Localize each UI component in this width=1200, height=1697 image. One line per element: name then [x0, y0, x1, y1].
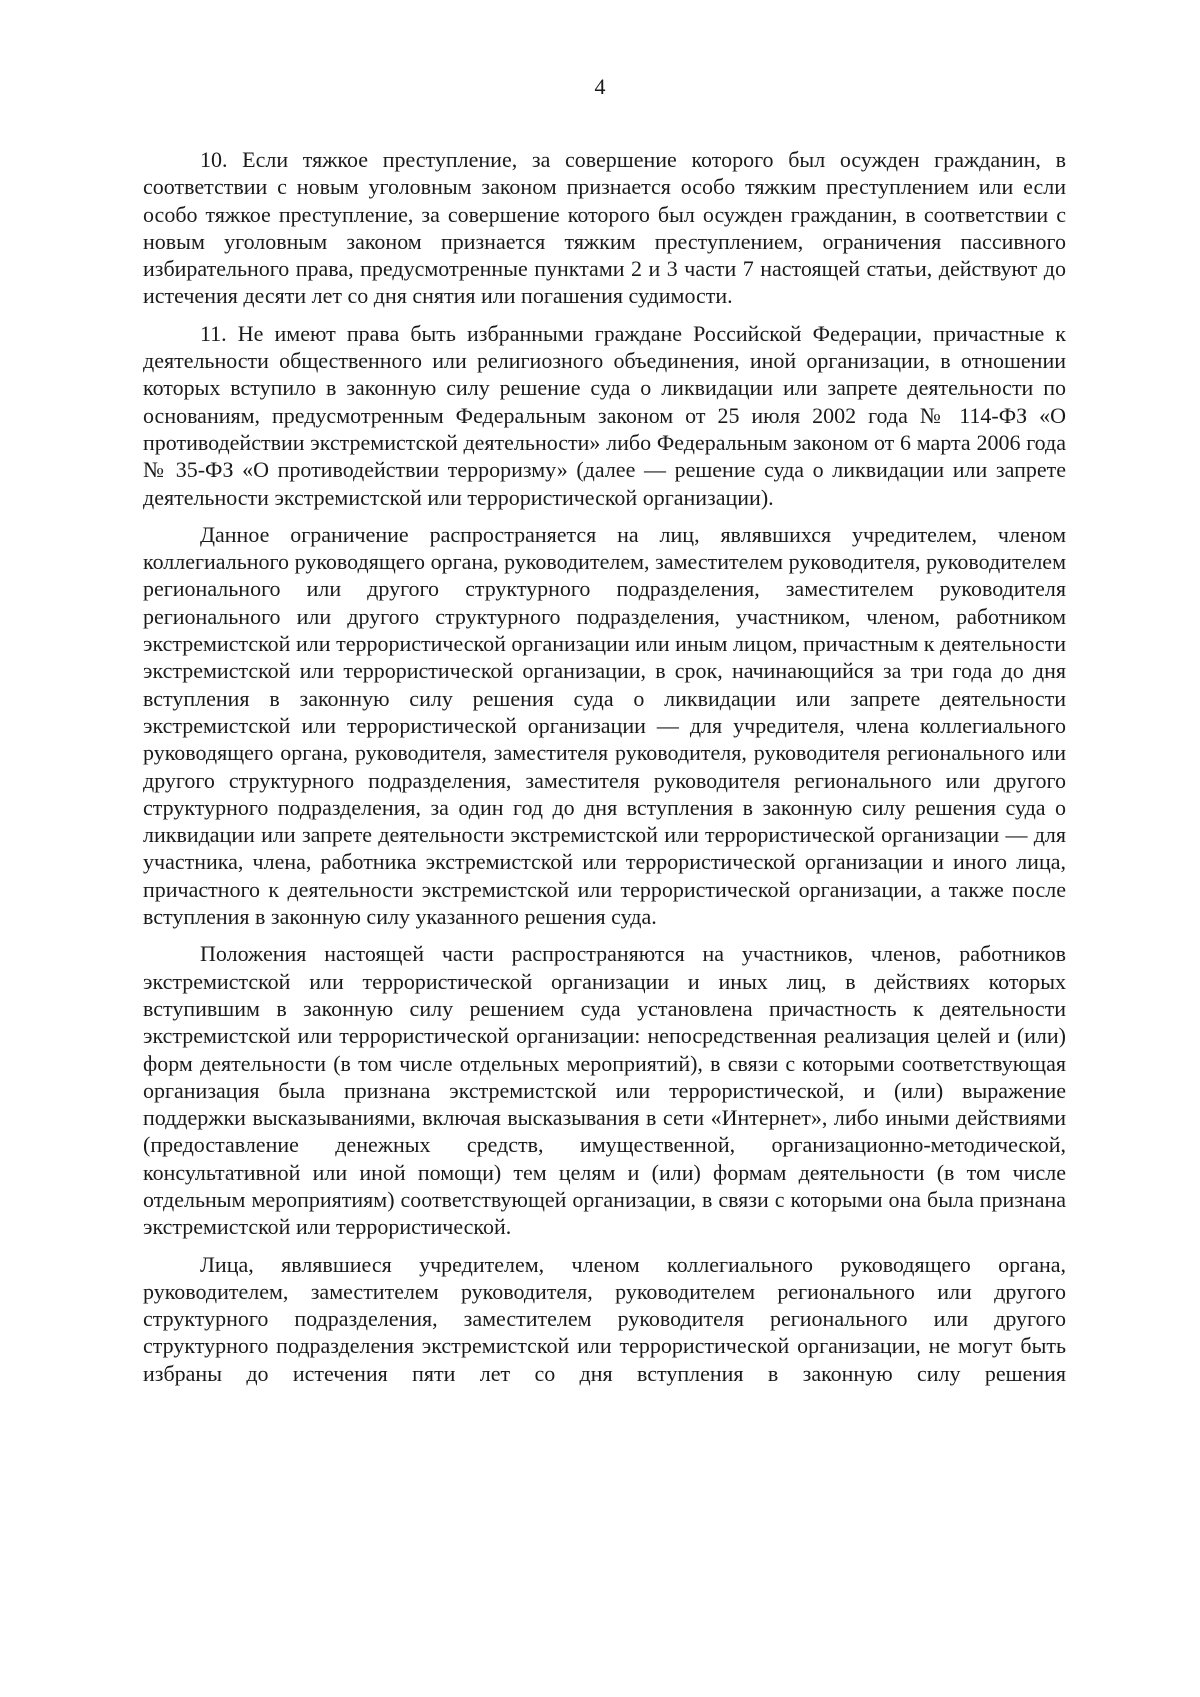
- page-number: 4: [594, 74, 606, 99]
- paragraph-provisions: Положения настоящей части распространяются на участников, членов, работников экстремистской или террористической организации и иных лиц, в действиях которых вступившим в законную силу решением суда установлена причастность к деятельности экстремистской или террористической организации: непосредственная реализация целей и (или) форм деятельности (в том числе отдельных мероприятий), в связи с которыми соответствующая организация была признана экстремистской или террористической, и (или) выражение поддержки высказываниями, включая высказывания в сети «Интернет», либо иными действиями (предоставление денежных средств, имущественной, организационно-методической, консультативной или иной помощи) тем целям и (или) формам деятельности (в том числе отдельным мероприятиям) соответствующей организации, в связи с которыми она была признана экстремистской или террористической.: [143, 941, 1066, 1240]
- document-body: [143, 146, 1066, 1397]
- paragraph-founders-ban: Лица, являвшиеся учредителем, членом коллегиального руководящего органа, руководителем, заместителем руководителя, руководителем регионального или другого структурного подразделения, заместителем руководителя регионального или другого структурного подразделения экстремистской или террористической организации, не могут быть избраны до истечения пяти лет со дня вступления в законную силу решения: [143, 1251, 1066, 1386]
- paragraph-restriction-scope: Данное ограничение распространяется на лиц, являвшихся учредителем, членом коллегиального руководящего органа, руководителем, заместителем руководителя, руководителем регионального или другого структурного подразделения, заместителем руководителя регионального или другого структурного подразделения, участником, членом, работником экстремистской или террористической организации или иным лицом, причастным к деятельности экстремистской или террористической организации, в срок, начинающийся за три года до дня вступления в законную силу решения суда о ликвидации или запрете деятельности экстремистской или террористической организации — для учредителя, члена коллегиального руководящего органа, руководителя, заместителя руководителя, руководителя регионального или другого структурного подразделения, заместителя руководителя регионального или другого структурного подразделения, за один год до дня вступления в законную силу решения суда о ликвидации или запрете деятельности экстремистской или террористической организации — для участника, члена, работника экстремистской или террористической организации и иного лица, причастного к деятельности экстремистской или террористической организации, а также после вступления в законную силу указанного решения суда.: [143, 521, 1066, 930]
- paragraph-10: 10. Если тяжкое преступление, за совершение которого был осужден гражданин, в соответствии с новым уголовным законом признается особо тяжким преступлением или если особо тяжкое преступление, за совершение которого был осужден гражданин, в соответствии с новым уголовным законом признается тяжким преступлением, ограничения пассивного избирательного права, предусмотренные пунктами 2 и 3 части 7 настоящей статьи, действуют до истечения десяти лет со дня снятия или погашения судимости.: [143, 147, 1066, 309]
- paragraph-11: 11. Не имеют права быть избранными граждане Российской Федерации, причастные к деятельности общественного или религиозного объединения, иной организации, в отношении которых вступило в законную силу решение суда о ликвидации или запрете деятельности по основаниям, предусмотренным Федеральным законом от 25 июля 2002 года № 114-ФЗ «О противодействии экстремистской деятельности» либо Федеральным законом от 6 марта 2006 года № 35-ФЗ «О противодействии терроризму» (далее — решение суда о ликвидации или запрете деятельности экстремистской или террористической организации).: [143, 320, 1066, 510]
